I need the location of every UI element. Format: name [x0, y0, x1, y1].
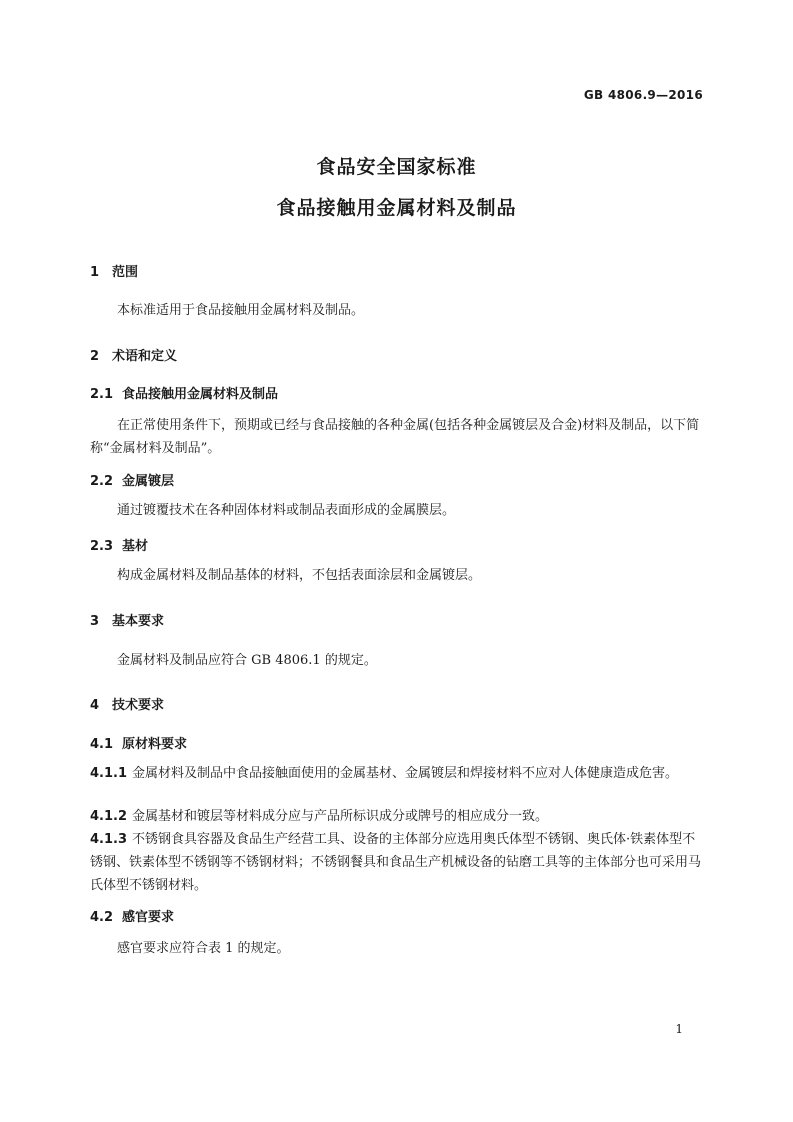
section-2-2-body: 通过镀覆技术在各种固体材料或制品表面形成的金属膜层。	[117, 503, 456, 518]
section-2-3-body: 构成金属材料及制品基体的材料，不包括表面涂层和金属镀层。	[117, 568, 482, 583]
section-title: 基本要求	[112, 614, 165, 629]
section-title: 基材	[122, 539, 149, 554]
section-number: 2.3	[90, 539, 114, 554]
section-3-body: 金属材料及制品应符合 GB 4806.1 的规定。	[117, 653, 377, 668]
clause-text: 金属材料及制品中食品接触面使用的金属基材、金属镀层和焊接材料不应对人体健康造成危害。	[132, 766, 679, 781]
clause-text: 不锈钢食具容器及食品生产经营工具、设备的主体部分应选用奥氏体型不锈钢、奥氏体·铁素体型不锈钢、铁素体型不锈钢等不锈钢材料；不锈钢餐具和食品生产机械设备的钻磨工具等的主体部分也可采用马氏体型不锈钢材料。	[90, 832, 702, 893]
section-title: 技术要求	[112, 698, 165, 713]
section-title: 食品接触用金属材料及制品	[122, 387, 279, 402]
section-number: 4	[90, 698, 100, 713]
section-3-heading	[90, 610, 164, 629]
section-4-2-heading	[90, 906, 174, 925]
section-number: 4.1	[90, 737, 114, 752]
clause-4-1-1	[90, 762, 706, 785]
standard-code: GB 4806.9—2016	[583, 88, 703, 102]
section-title: 范围	[112, 265, 139, 280]
section-1-heading	[90, 261, 138, 280]
clause-number: 4.1.1	[90, 766, 128, 781]
section-4-2-body: 感官要求应符合表 1 的规定。	[117, 941, 290, 956]
document-title-line2: 食品接触用金属材料及制品	[276, 197, 517, 219]
section-4-1-heading	[90, 733, 187, 752]
section-2-3-heading	[90, 535, 148, 554]
section-number: 2	[90, 349, 100, 364]
section-number: 1	[90, 265, 100, 280]
clause-4-1-3	[90, 828, 706, 897]
section-2-1-body: 在正常使用条件下，预期或已经与食品接触的各种金属(包括各种金属镀层及合金)材料及制品，以下简称“金属材料及制品”。	[90, 418, 700, 456]
section-title: 术语和定义	[112, 349, 178, 364]
section-title: 感官要求	[122, 910, 175, 925]
section-2-2-heading	[90, 470, 174, 489]
section-1-body: 本标准适用于食品接触用金属材料及制品。	[117, 303, 365, 318]
clause-text: 金属基材和镀层等材料成分应与产品所标识成分或牌号的相应成分一致。	[132, 809, 549, 824]
clause-number: 4.1.2	[90, 809, 128, 824]
section-title: 金属镀层	[122, 474, 175, 489]
document-title-line1: 食品安全国家标准	[316, 156, 477, 178]
clause-4-1-2	[90, 805, 706, 828]
section-number: 2.1	[90, 387, 114, 402]
section-number: 4.2	[90, 910, 114, 925]
page-number: 1	[675, 1022, 683, 1036]
section-number: 2.2	[90, 474, 114, 489]
section-2-heading	[90, 345, 177, 364]
section-title: 原材料要求	[122, 737, 188, 752]
section-2-1-heading	[90, 383, 278, 402]
section-number: 3	[90, 614, 100, 629]
section-4-heading	[90, 694, 164, 713]
clause-number: 4.1.3	[90, 832, 128, 847]
